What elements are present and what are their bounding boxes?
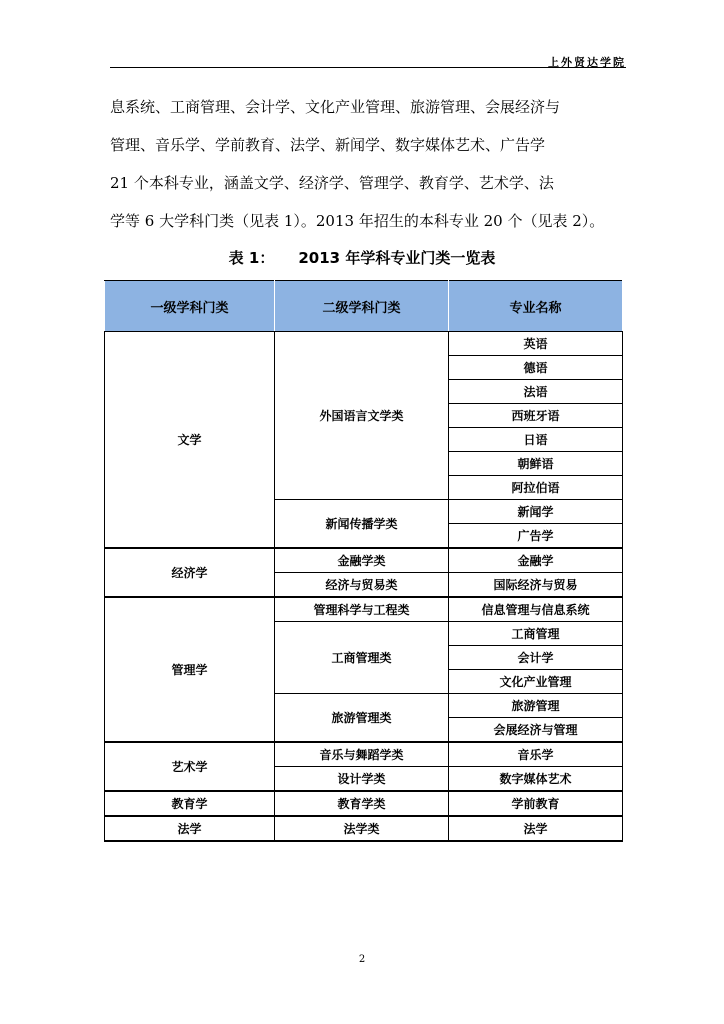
subcategory-cell: 旅游管理类: [275, 694, 449, 743]
major-cell: 金融学: [449, 548, 623, 573]
major-cell: 朝鲜语: [449, 452, 623, 476]
subcategory-cell: 教育学类: [275, 791, 449, 816]
major-cell: 旅游管理: [449, 694, 623, 718]
table-row: [105, 742, 623, 767]
category-cell: 法学: [105, 816, 275, 841]
column-header-category: 一级学科门类: [105, 281, 275, 332]
table-row: [105, 816, 623, 841]
major-cell: 学前教育: [449, 791, 623, 816]
table-caption-number: 表 1：: [228, 249, 275, 267]
subcategory-cell: 音乐与舞蹈学类: [275, 742, 449, 767]
major-cell: 广告学: [449, 524, 623, 549]
major-cell: 会展经济与管理: [449, 718, 623, 743]
subcategory-cell: 法学类: [275, 816, 449, 841]
major-cell: 会计学: [449, 646, 623, 670]
major-cell: 英语: [449, 332, 623, 356]
major-cell: 国际经济与贸易: [449, 573, 623, 598]
table-row: [105, 791, 623, 816]
paragraph-line: 21 个本科专业，涵盖文学、经济学、管理学、教育学、艺术学、法: [110, 174, 554, 192]
major-cell: 信息管理与信息系统: [449, 597, 623, 622]
paragraph-line: 学等 6 大学科门类（见表 1）。2013 年招生的本科专业 20 个（见表 2）。: [110, 212, 605, 230]
subcategory-cell: 设计学类: [275, 767, 449, 792]
category-cell: 管理学: [105, 597, 275, 742]
table-body: [105, 332, 623, 842]
category-cell: 经济学: [105, 548, 275, 597]
table-row: [105, 597, 623, 622]
subcategory-cell: 金融学类: [275, 548, 449, 573]
major-cell: 新闻学: [449, 500, 623, 524]
category-cell: 文学: [105, 332, 275, 549]
major-cell: 阿拉伯语: [449, 476, 623, 500]
category-cell: 教育学: [105, 791, 275, 816]
paragraph-line: 息系统、工商管理、会计学、文化产业管理、旅游管理、会展经济与: [110, 98, 561, 116]
major-cell: 数字媒体艺术: [449, 767, 623, 792]
table-row: [105, 332, 623, 356]
discipline-table: [104, 280, 623, 842]
column-header-subcategory: 二级学科门类: [275, 281, 449, 332]
table-caption-title: 2013 年学科专业门类一览表: [298, 249, 496, 267]
subcategory-cell: 经济与贸易类: [275, 573, 449, 598]
subcategory-cell: 工商管理类: [275, 622, 449, 694]
subcategory-cell: 新闻传播学类: [275, 500, 449, 549]
paragraph-line: 管理、音乐学、学前教育、法学、新闻学、数字媒体艺术、广告学: [110, 136, 546, 154]
column-header-major: 专业名称: [449, 281, 623, 332]
table-header-row: [105, 281, 623, 332]
subcategory-cell: 外国语言文学类: [275, 332, 449, 500]
subcategory-cell: 管理科学与工程类: [275, 597, 449, 622]
major-cell: 西班牙语: [449, 404, 623, 428]
major-cell: 日语: [449, 428, 623, 452]
major-cell: 法学: [449, 816, 623, 841]
body-paragraph: [110, 88, 620, 240]
major-cell: 文化产业管理: [449, 670, 623, 694]
major-cell: 法语: [449, 380, 623, 404]
table-row: [105, 548, 623, 573]
page-number: 2: [358, 954, 366, 965]
major-cell: 德语: [449, 356, 623, 380]
header-title: 上外贤达学院: [548, 56, 626, 69]
major-cell: 工商管理: [449, 622, 623, 646]
category-cell: 艺术学: [105, 742, 275, 791]
header-rule: [110, 67, 626, 68]
table-caption: [0, 247, 724, 268]
major-cell: 音乐学: [449, 742, 623, 767]
